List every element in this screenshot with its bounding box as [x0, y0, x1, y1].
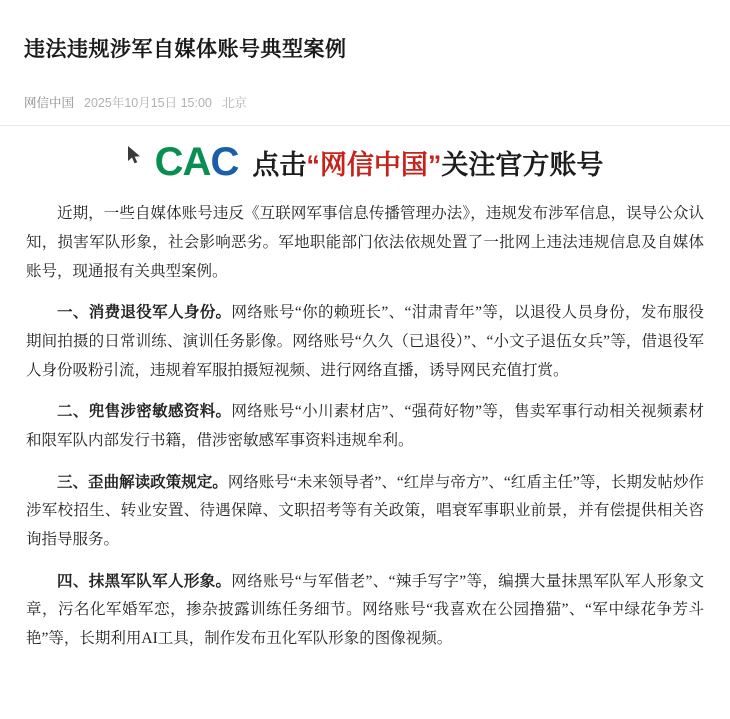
paragraph-text: 网络账号“与军偕老”、“辣手写字”等，编撰大量抹黑军队军人形象文章，污名化军婚军恋，掺杂披露训练任务细节。网络账号“我喜欢在公园撸猫”、“军中绿花争芳斗艳”等，长期利用AI工具，制作发布丑化军队形象的图像视频。	[26, 572, 704, 648]
paragraph-text: 近期，一些自媒体账号违反《互联网军事信息传播管理办法》，违规发布涉军信息，误导公众认知，损害军队形象，社会影响恶劣。军地职能部门依法依规处置了一批网上违法违规信息及自媒体账号，现通报有关典型案例。	[26, 205, 704, 280]
paragraph	[26, 200, 704, 286]
paragraph-text: 网络账号“你的赖班长”、“泔肃青年”等，以退役人员身份，发布服役期间拍摄的日常训练、演训任务影像。网络账号“久久（已退役）”、“小文子退伍女兵”等，借退役军人身份吸粉引流，违规着军服拍摄短视频、进行网络直播，诱导网民充值打赏。	[26, 304, 704, 379]
cac-logo-letter-a: A	[182, 140, 211, 185]
paragraph	[26, 469, 704, 555]
paragraph-lead: 三、歪曲解读政策规定。	[57, 473, 228, 491]
paragraph-text: 网络账号“未来领导者”、“红岸与帝方”、“红盾主任”等，长期发帖炒作涉军校招生、转业安置、待遇保障、文职招考等有关政策，唱衰军事职业前景，并有偿提供相关咨询指导服务。	[26, 473, 704, 549]
paragraph-text: 网络账号“小川素材店”、“强荷好物”等，售卖军事行动相关视频素材和限军队内部发行书籍，借涉密敏感军事资料违规牟利。	[26, 403, 704, 450]
article-meta	[0, 77, 730, 111]
paragraph-lead: 二、兜售涉密敏感资料。	[57, 403, 232, 421]
article-page	[0, 14, 730, 719]
follow-banner-text	[252, 143, 603, 182]
paragraph-lead: 四、抹黑军队军人形象。	[57, 572, 232, 590]
cursor-pointer-icon	[127, 145, 143, 165]
cac-logo-letter-c1: C	[154, 140, 183, 185]
meta-source: 网信中国	[24, 96, 75, 111]
meta-datetime: 2025年10月15日 15:00	[84, 96, 212, 111]
banner-text-quoted: “网信中国”	[306, 149, 442, 180]
follow-banner[interactable]	[0, 126, 730, 192]
meta-location: 北京	[221, 96, 247, 111]
cac-logo-letter-c2: C	[210, 140, 239, 185]
banner-text-before: 点击	[252, 149, 307, 180]
banner-text-after: 关注官方账号	[441, 149, 604, 180]
article-body	[0, 192, 730, 653]
paragraph	[26, 398, 704, 455]
paragraph	[26, 568, 704, 654]
cac-logo	[154, 140, 239, 185]
page-title: 违法违规涉军自媒体账号典型案例	[24, 38, 347, 62]
paragraph	[26, 299, 704, 385]
paragraph-lead: 一、消费退役军人身份。	[57, 304, 232, 322]
